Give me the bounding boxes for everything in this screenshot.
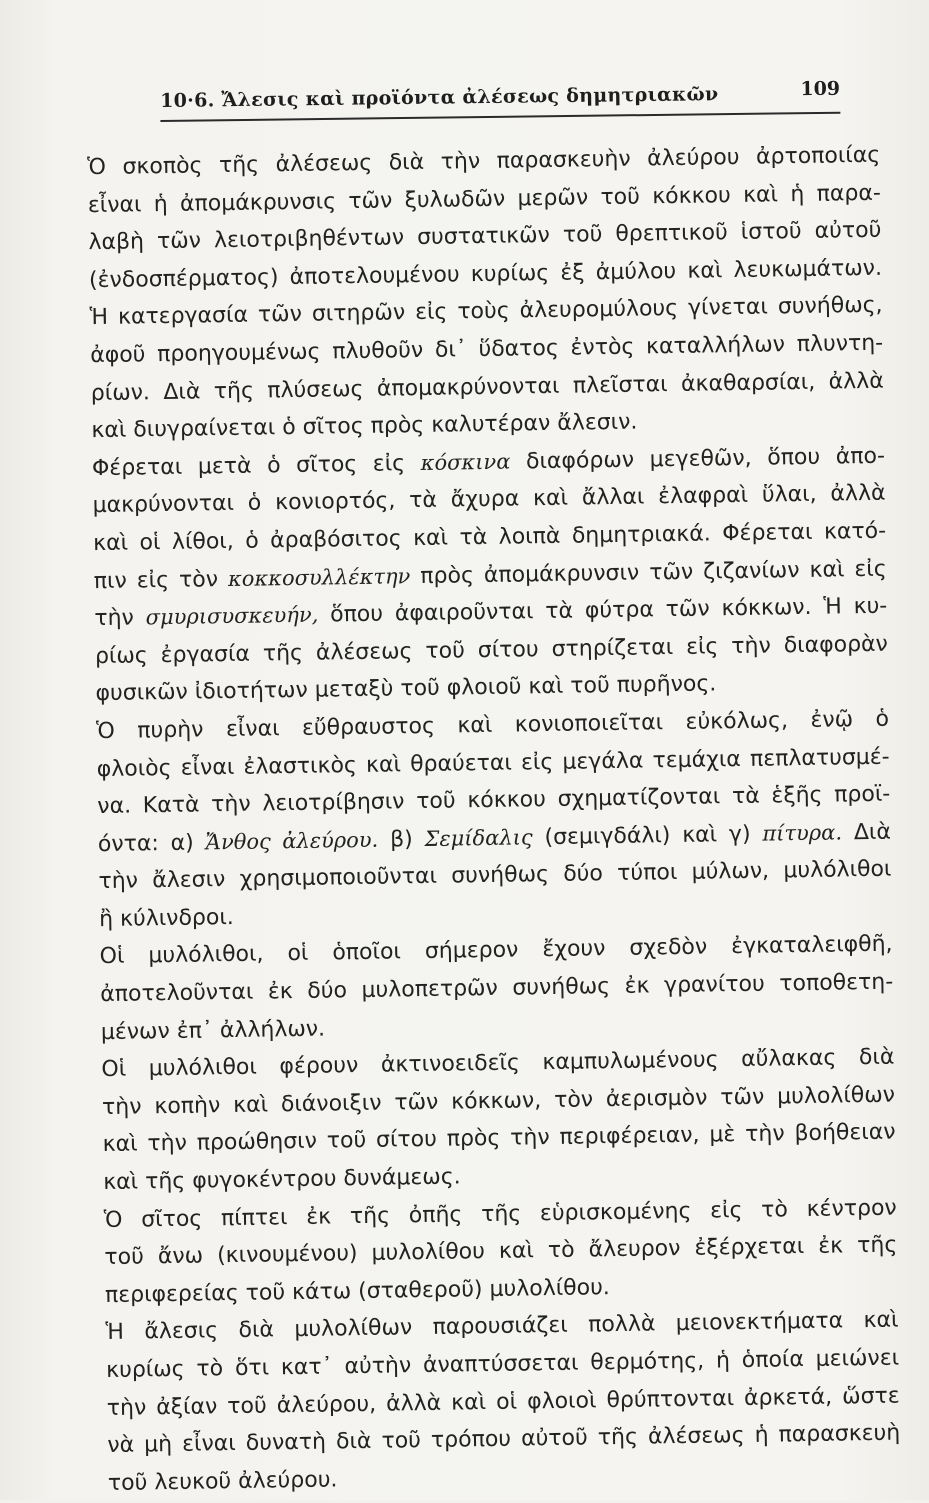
text-run: όντα: α): [97, 830, 206, 857]
text-line: καὶ τῆς φυγοκέντρου δυνάμεως.: [103, 1164, 461, 1196]
text-line: καὶ διυγραίνεται ὁ σῖτος πρὸς καλυτέραν ἄλεσιν.: [91, 409, 638, 444]
text-line: καὶ τὴν προώθησιν τοῦ σίτου πρὸς τὴν περιφέρειαν, μὲ τὴν βοήθειαν: [102, 1120, 896, 1158]
page-header: [160, 78, 840, 120]
text-line: τὴν κοπὴν καὶ διάνοιξιν τῶν κόκκων, τὸν ἀερισμὸν τῶν μυλολίθων: [101, 1082, 896, 1120]
text-run: (σεμιγδάλι) καὶ γ): [532, 821, 763, 850]
body-text: [35, 137, 901, 1503]
text-line: λαβὴ τῶν λειοτριβηθέντων συστατικῶν τοῦ θρεπτικοῦ ἱστοῦ αὐτοῦ: [88, 217, 882, 256]
paragraph-2: [40, 437, 889, 713]
text-line: τὴν ἄλεσιν χρησιμοποιοῦνται συνήθως δύο τύποι μύλων, μυλόλιθοι: [98, 856, 892, 895]
paragraph-4: [47, 926, 894, 1052]
text-line: ἀφοῦ προηγουμένως πλυθοῦν δι᾽ ὕδατος ἐντὸς καταλλήλων πλυντη-: [90, 330, 884, 369]
text-line: κυρίως τὸ ὅτι κατ᾽ αὐτὴν ἀναπτύσσεται θερμότης, ἡ ὁποία μειώνει: [105, 1345, 900, 1384]
paragraph-3: [44, 701, 892, 940]
italic-term-smyrisyskevi: σμυρισυσκευήν,: [145, 602, 319, 630]
text-line: Ὁ πυρὴν εἶναι εὔθραυστος καὶ κονιοποιεῖται εὐκόλως, ἐνῷ ὁ: [95, 706, 890, 745]
text-line: Ἡ κατεργασία τῶν σιτηρῶν εἰς τοὺς ἀλευρομύλους γίνεται συνήθως,: [89, 293, 883, 331]
text-run: β): [378, 826, 425, 853]
text-run: πιν εἰς τὸν: [93, 566, 229, 594]
text-line: (ἐνδοσπέρματος) ἀποτελουμένου κυρίως ἐξ ἀμύλου καὶ λευκωμάτων.: [88, 255, 883, 293]
running-title: 10·6. Ἄλεσις καὶ προϊόντα ἀλέσεως δημητριακῶν: [160, 83, 719, 112]
text-line: φυσικῶν ἰδιοτήτων μεταξὺ τοῦ φλοιοῦ καὶ τοῦ πυρῆνος.: [95, 671, 717, 707]
italic-term-pitura: πίτυρα.: [762, 820, 843, 846]
text-line: Οἱ μυλόλιθοι, οἱ ὁποῖοι σήμερον ἔχουν σχεδὸν ἐγκαταλειφθῆ,: [99, 932, 893, 970]
text-run: διαφόρων μεγεθῶν, ὅπου ἀπο-: [510, 443, 886, 475]
text-line: νὰ μὴ εἶναι δυνατὴ διὰ τοῦ τρόπου αὐτοῦ τῆς ἀλέσεως ἡ παρασκευὴ: [107, 1420, 901, 1459]
italic-term-koskina: κόσκινα: [420, 449, 511, 475]
text-run: τὴν: [94, 605, 146, 632]
page-number: 109: [800, 77, 841, 101]
text-line: μένων ἐπ᾽ ἀλλήλων.: [100, 1016, 326, 1045]
text-line: Ἡ ἄλεσις διὰ μυλολίθων παρουσιάζει πολλὰ μειονεκτήματα καὶ: [105, 1307, 899, 1346]
text-run: Διὰ: [841, 819, 892, 846]
paragraph-5: [49, 1039, 896, 1203]
paragraph-1: [35, 137, 885, 451]
text-line: φλοιὸς εἶναι ἐλαστικὸς καὶ θραύεται εἰς μεγάλα τεμάχια πεπλατυσμέ-: [96, 744, 890, 782]
text-line: καὶ οἱ λίθοι, ὁ ἀραβόσιτος καὶ τὰ λοιπὰ δημητριακά. Φέρεται κατό-: [92, 518, 887, 557]
italic-term-anthos-aleurou: Ἄνθος ἀλεύρου.: [205, 827, 379, 855]
text-line: να. Κατὰ τὴν λειοτρίβησιν τοῦ κόκκου σχηματίζονται τὰ ἑξῆς προϊ-: [97, 781, 891, 820]
text-line: ρίως ἐργασία τῆς ἀλέσεως τοῦ σίτου στηρίζεται εἰς τὴν διαφορὰν: [94, 631, 889, 669]
text-line: ρίων. Διὰ τῆς πλύσεως ἀπομακρύνονται πλεῖσται ἀκαθαρσίαι, ἀλλὰ: [90, 368, 884, 406]
text-line: εἶναι ἡ ἀπομάκρυνσις τῶν ξυλωδῶν μερῶν τοῦ κόκκου καὶ ἡ παρα-: [87, 180, 881, 218]
text-line: τοῦ λευκοῦ ἀλεύρου.: [107, 1467, 338, 1496]
text-line: Οἱ μυλόλιθοι φέρουν ἀκτινοειδεῖς καμπυλωμένους αὔλακας διὰ: [101, 1044, 895, 1083]
text-line: ἀποτελοῦνται ἐκ δύο μυλοπετρῶν συνήθως ἐκ γρανίτου τοποθετη-: [100, 969, 894, 1008]
text-line: τὴν ἀξίαν τοῦ ἀλεύρου, ἀλλὰ καὶ οἱ φλοιοὶ θρύπτονται ἀρκετά, ὥστε: [106, 1383, 900, 1421]
text-run: Φέρεται μετὰ ὁ σῖτος εἰς: [91, 450, 421, 481]
text-run: πρὸς ἀπομάκρυνσιν τῶν ζιζανίων καὶ εἰς: [410, 556, 887, 589]
text-line: ἢ κύλινδροι.: [98, 904, 234, 932]
text-line: μακρύνονται ὁ κονιορτός, τὰ ἄχυρα καὶ ἄλλαι ἐλαφραὶ ὕλαι, ἀλλὰ: [92, 481, 886, 519]
text-line: τοῦ ἄνω (κινουμένου) μυλολίθου καὶ τὸ ἄλευρον ἐξέρχεται ἐκ τῆς: [104, 1232, 898, 1271]
text-line: Ὁ σῖτος πίπτει ἐκ τῆς ὀπῆς τῆς εὑρισκομένης εἰς τὸ κέντρον: [103, 1195, 897, 1233]
italic-term-kokkosyllektis: κοκκοσυλλέκτην: [227, 563, 411, 591]
paragraph-6: [52, 1189, 899, 1315]
paragraph-7: [53, 1302, 901, 1503]
italic-term-semidalis: Σεμίδαλις: [424, 824, 533, 851]
text-line: Ὁ σκοπὸς τῆς ἀλέσεως διὰ τὴν παρασκευὴν ἀλεύρου ἀρτοποιίας: [87, 142, 881, 181]
text-line: περιφερείας τοῦ κάτω (σταθεροῦ) μυλολίθου.: [104, 1274, 611, 1308]
text-run: ὅπου ἀφαιροῦνται τὰ φύτρα τῶν κόκκων. Ἡ κυ-: [318, 593, 888, 628]
header-rule: [160, 112, 840, 122]
